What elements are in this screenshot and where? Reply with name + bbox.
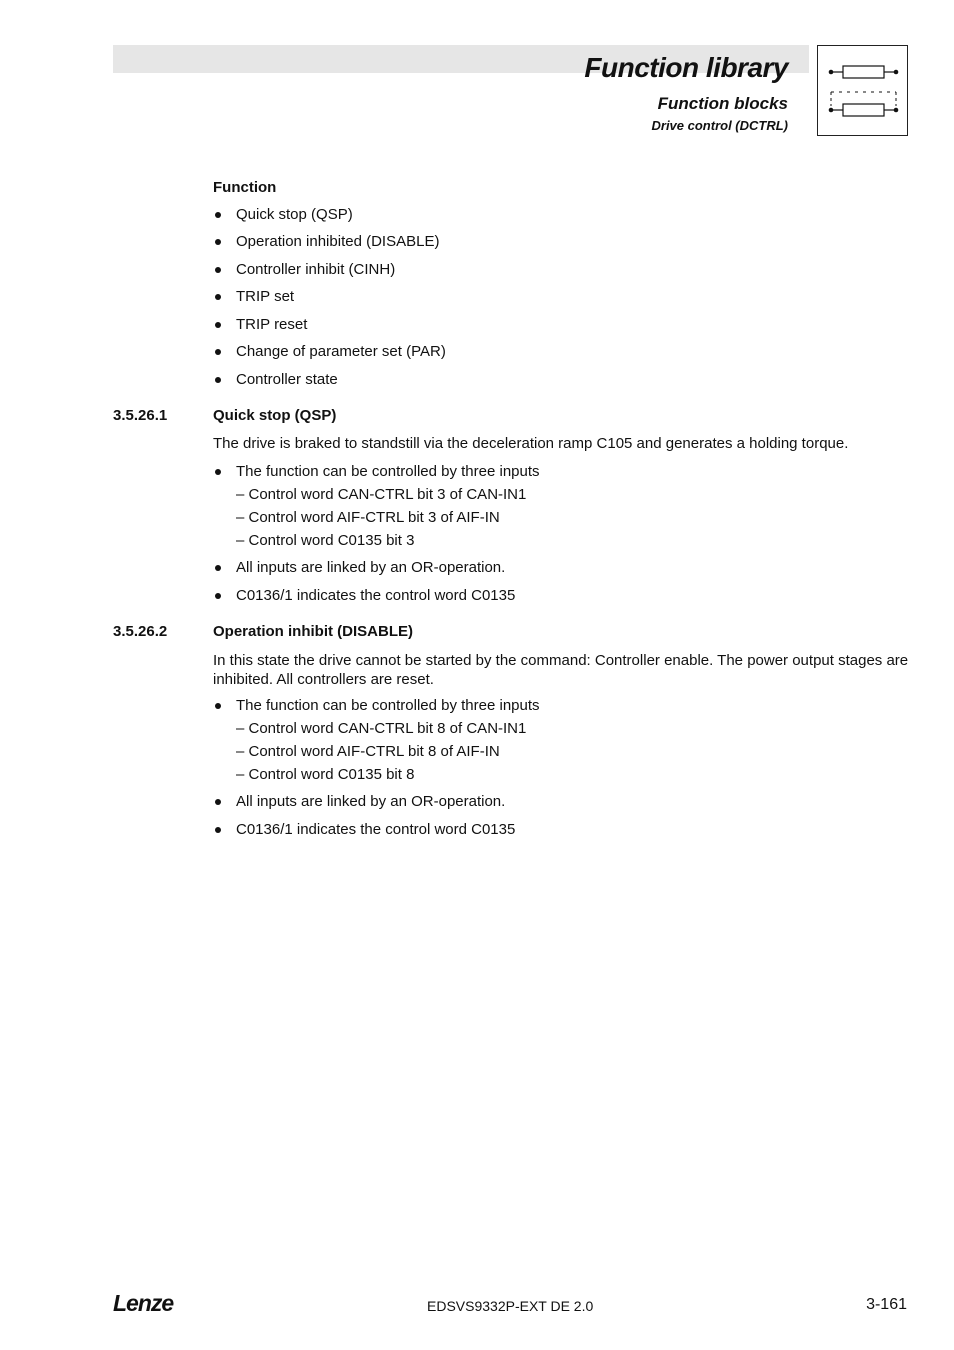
list-item: Change of parameter set (PAR)	[236, 343, 446, 360]
page-number: 3-161	[866, 1296, 907, 1313]
function-heading: Function	[213, 179, 277, 196]
list-item: C0136/1 indicates the control word C0135	[236, 587, 516, 604]
page-subtitle: Function blocks	[657, 94, 788, 113]
list-item: Quick stop (QSP)	[236, 206, 353, 223]
list-item: C0136/1 indicates the control word C0135	[236, 821, 516, 838]
qsp-intro: The drive is braked to standstill via the deceleration ramp C105 and generates a holding torque.	[213, 435, 849, 452]
list-item: The function can be controlled by three inputs	[236, 697, 540, 714]
sub-item: – Control word CAN-CTRL bit 8 of CAN-IN1	[236, 720, 527, 737]
lenze-logo: Lenze	[113, 1290, 174, 1316]
sub-item: – Control word CAN-CTRL bit 3 of CAN-IN1	[236, 486, 527, 503]
list-item: Controller inhibit (CINH)	[236, 261, 396, 278]
section-heading-qsp: Quick stop (QSP)	[213, 407, 337, 424]
sub-item: – Control word AIF-CTRL bit 8 of AIF-IN	[236, 743, 500, 760]
sub-item: – Control word AIF-CTRL bit 3 of AIF-IN	[236, 509, 500, 526]
function-block-icon	[817, 45, 908, 136]
page-title: Function library	[584, 52, 788, 83]
section-number-qsp: 3.5.26.1	[113, 407, 168, 424]
section-heading-disable: Operation inhibit (DISABLE)	[213, 623, 413, 640]
list-item: All inputs are linked by an OR-operation.	[236, 793, 506, 810]
page-section: Drive control (DCTRL)	[651, 118, 788, 133]
list-item: Operation inhibited (DISABLE)	[236, 233, 440, 250]
list-item: All inputs are linked by an OR-operation.	[236, 559, 506, 576]
section-number-disable: 3.5.26.2	[113, 623, 168, 640]
sub-item: – Control word C0135 bit 8	[236, 766, 415, 783]
list-item: TRIP reset	[236, 316, 308, 333]
list-item: TRIP set	[236, 288, 295, 305]
list-item: The function can be controlled by three inputs	[236, 463, 540, 480]
disable-intro: In this state the drive cannot be started by the command: Controller enable. The power output stages are inhibited. All controllers are reset.	[213, 652, 909, 688]
document-id: EDSVS9332P-EXT DE 2.0	[427, 1298, 594, 1314]
sub-item: – Control word C0135 bit 3	[236, 532, 415, 549]
list-item: Controller state	[236, 371, 338, 388]
